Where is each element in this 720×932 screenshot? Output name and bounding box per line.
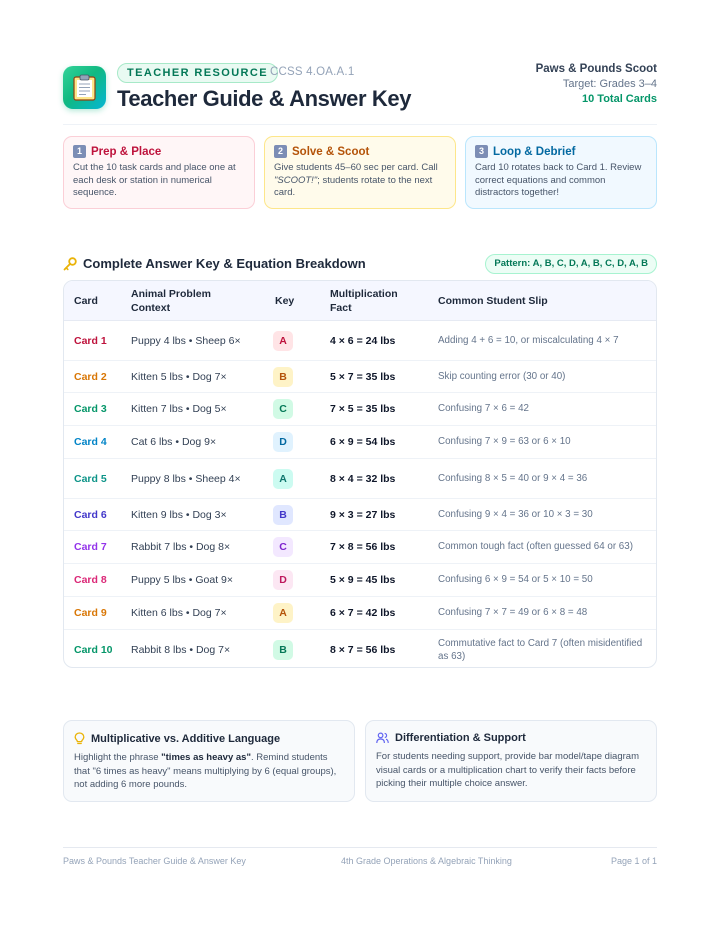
multiplication-fact: 7 × 8 = 56 lbs xyxy=(330,541,396,553)
info-box-language xyxy=(63,720,355,802)
student-slip: Confusing 7 × 6 = 42 xyxy=(438,403,529,415)
info-box-differentiation xyxy=(365,720,657,802)
answer-key-badge: A xyxy=(273,331,293,351)
key-icon xyxy=(63,257,77,271)
student-slip: Common tough fact (often guessed 64 or 63) xyxy=(438,541,633,553)
student-slip: Confusing 7 × 7 = 49 or 6 × 8 = 48 xyxy=(438,607,588,619)
standard-code: CCSS 4.OA.A.1 xyxy=(270,66,355,78)
card-label: Card 1 xyxy=(74,334,107,347)
table-row xyxy=(64,393,656,426)
page-header xyxy=(63,62,657,114)
multiplication-fact: 8 × 7 = 56 lbs xyxy=(330,644,396,656)
answer-key-badge: B xyxy=(273,367,293,387)
animal-context: Puppy 4 lbs • Sheep 6× xyxy=(131,334,241,347)
table-row xyxy=(64,426,656,459)
pattern-badge: Pattern: A, B, C, D, A, B, C, D, A, B xyxy=(485,254,657,274)
animal-context: Rabbit 8 lbs • Dog 7× xyxy=(131,644,231,656)
multiplication-fact: 4 × 6 = 24 lbs xyxy=(330,334,396,347)
animal-context: Kitten 7 lbs • Dog 5× xyxy=(131,403,227,415)
answer-key-badge: B xyxy=(273,640,293,660)
step-title: Loop & Debrief xyxy=(493,145,576,158)
step-card-loop xyxy=(465,136,657,209)
product-name: Paws & Pounds Scoot xyxy=(535,63,657,75)
animal-context: Kitten 9 lbs • Dog 3× xyxy=(131,508,227,521)
step-card-solve xyxy=(264,136,456,209)
animal-context: Puppy 5 lbs • Goat 9× xyxy=(131,574,234,586)
student-slip: Confusing 6 × 9 = 54 or 5 × 10 = 50 xyxy=(438,574,593,586)
step-card-prep xyxy=(63,136,255,209)
answer-key-cell xyxy=(273,564,295,596)
card-label: Card 6 xyxy=(74,508,107,521)
info-text: Highlight the phrase "times as heavy as". Remind students that "6 times as heavy" means multiplying by 6 (equal groups), not adding 6 more pounds. xyxy=(74,752,337,790)
animal-context: Kitten 6 lbs • Dog 7× xyxy=(131,607,227,619)
steps-row xyxy=(63,136,657,210)
student-slip: Adding 4 + 6 = 10, or miscalculating 4 × 7 xyxy=(438,334,619,346)
step-text: Card 10 rotates back to Card 1. Review correct equations and common distractors together! xyxy=(475,162,642,198)
multiplication-fact: 8 × 4 = 32 lbs xyxy=(330,472,396,485)
step-title: Solve & Scoot xyxy=(292,145,370,158)
table-header xyxy=(64,281,656,321)
animal-context: Rabbit 7 lbs • Dog 8× xyxy=(131,541,231,553)
card-label: Card 2 xyxy=(74,370,107,383)
header-context: Animal Problem Context xyxy=(131,288,211,314)
answer-key-cell xyxy=(273,459,295,498)
users-icon xyxy=(376,732,389,744)
table-row xyxy=(64,564,656,597)
multiplication-fact: 6 × 7 = 42 lbs xyxy=(330,607,396,619)
answer-key-cell xyxy=(273,321,295,360)
answer-key-table xyxy=(63,280,657,668)
answer-key-badge: C xyxy=(273,537,293,557)
answer-key-badge: A xyxy=(273,469,293,489)
info-title: Differentiation & Support xyxy=(395,732,526,744)
card-label: Card 5 xyxy=(74,472,107,485)
step-title: Prep & Place xyxy=(91,145,162,158)
student-slip: Skip counting error (30 or 40) xyxy=(438,370,566,382)
multiplication-fact: 6 × 9 = 54 lbs xyxy=(330,436,396,448)
total-cards: 10 Total Cards xyxy=(582,93,657,105)
animal-context: Kitten 5 lbs • Dog 7× xyxy=(131,370,227,383)
card-label: Card 7 xyxy=(74,541,107,553)
times-as-heavy-phrase: "times as heavy as" xyxy=(161,752,251,763)
answer-key-cell xyxy=(273,630,295,668)
teacher-resource-badge: TEACHER RESOURCE xyxy=(117,63,278,83)
answer-key-cell xyxy=(273,426,295,458)
footer-center: 4th Grade Operations & Algebraic Thinking xyxy=(341,856,512,866)
step-number: 3 xyxy=(475,145,488,158)
table-row xyxy=(64,531,656,564)
lightbulb-icon xyxy=(74,732,85,745)
card-label: Card 9 xyxy=(74,607,107,619)
step-number: 2 xyxy=(274,145,287,158)
scoot-emphasis: "SCOOT!" xyxy=(274,174,318,186)
section-title: Complete Answer Key & Equation Breakdown xyxy=(63,256,366,271)
multiplication-fact: 9 × 3 = 27 lbs xyxy=(330,508,396,521)
student-slip: Confusing 7 × 9 = 63 or 6 × 10 xyxy=(438,436,571,448)
step-number: 1 xyxy=(73,145,86,158)
footer-divider xyxy=(63,847,657,848)
animal-context: Cat 6 lbs • Dog 9× xyxy=(131,436,217,448)
target-grades: Target: Grades 3–4 xyxy=(562,78,657,90)
footer-right: Page 1 of 1 xyxy=(610,856,657,866)
answer-key-badge: D xyxy=(273,432,293,452)
table-row xyxy=(64,321,656,361)
answer-key-badge: A xyxy=(273,603,293,623)
table-row xyxy=(64,499,656,531)
card-label: Card 10 xyxy=(74,644,113,656)
page-title: Teacher Guide & Answer Key xyxy=(117,86,412,111)
logo xyxy=(63,66,106,109)
header-slip: Common Student Slip xyxy=(438,295,548,307)
info-text: For students needing support, provide bar model/tape diagram visual cards or a multiplication chart to verify their facts before picking their multiple choice answer. xyxy=(376,751,639,789)
answer-key-badge: C xyxy=(273,399,293,419)
step-text: Give students 45–60 sec per card. Call "SCOOT!"; students rotate to the next card. xyxy=(274,162,438,198)
answer-key-cell xyxy=(273,393,295,425)
header-fact: Multiplication Fact xyxy=(330,288,398,314)
table-row xyxy=(64,597,656,630)
answer-key-cell xyxy=(273,499,295,530)
answer-key-cell xyxy=(273,531,295,563)
student-slip: Confusing 8 × 5 = 40 or 9 × 4 = 36 xyxy=(438,472,588,484)
card-label: Card 8 xyxy=(74,574,107,586)
footer-left: Paws & Pounds Teacher Guide & Answer Key xyxy=(63,856,246,866)
multiplication-fact: 5 × 9 = 45 lbs xyxy=(330,574,396,586)
clipboard-icon xyxy=(73,74,96,101)
student-slip: Confusing 9 × 4 = 36 or 10 × 3 = 30 xyxy=(438,508,593,520)
step-text: Cut the 10 task cards and place one at each desk or station in numerical sequence. xyxy=(73,162,236,198)
animal-context: Puppy 8 lbs • Sheep 4× xyxy=(131,472,241,485)
header-card: Card xyxy=(74,295,98,307)
header-meta xyxy=(536,63,657,105)
table-row xyxy=(64,630,656,668)
table-row xyxy=(64,361,656,393)
answer-key-badge: B xyxy=(273,505,293,525)
multiplication-fact: 7 × 5 = 35 lbs xyxy=(330,403,396,415)
info-title: Multiplicative vs. Additive Language xyxy=(91,732,281,745)
header-divider xyxy=(63,124,657,125)
answer-key-cell xyxy=(273,361,295,392)
table-row xyxy=(64,459,656,499)
answer-key-badge: D xyxy=(273,570,293,590)
card-label: Card 4 xyxy=(74,436,107,448)
card-label: Card 3 xyxy=(74,403,107,415)
answer-key-cell xyxy=(273,597,295,629)
student-slip: Commutative fact to Card 7 (often misidentified as 63) xyxy=(438,637,643,662)
multiplication-fact: 5 × 7 = 35 lbs xyxy=(330,370,396,383)
header-key: Key xyxy=(275,295,295,307)
